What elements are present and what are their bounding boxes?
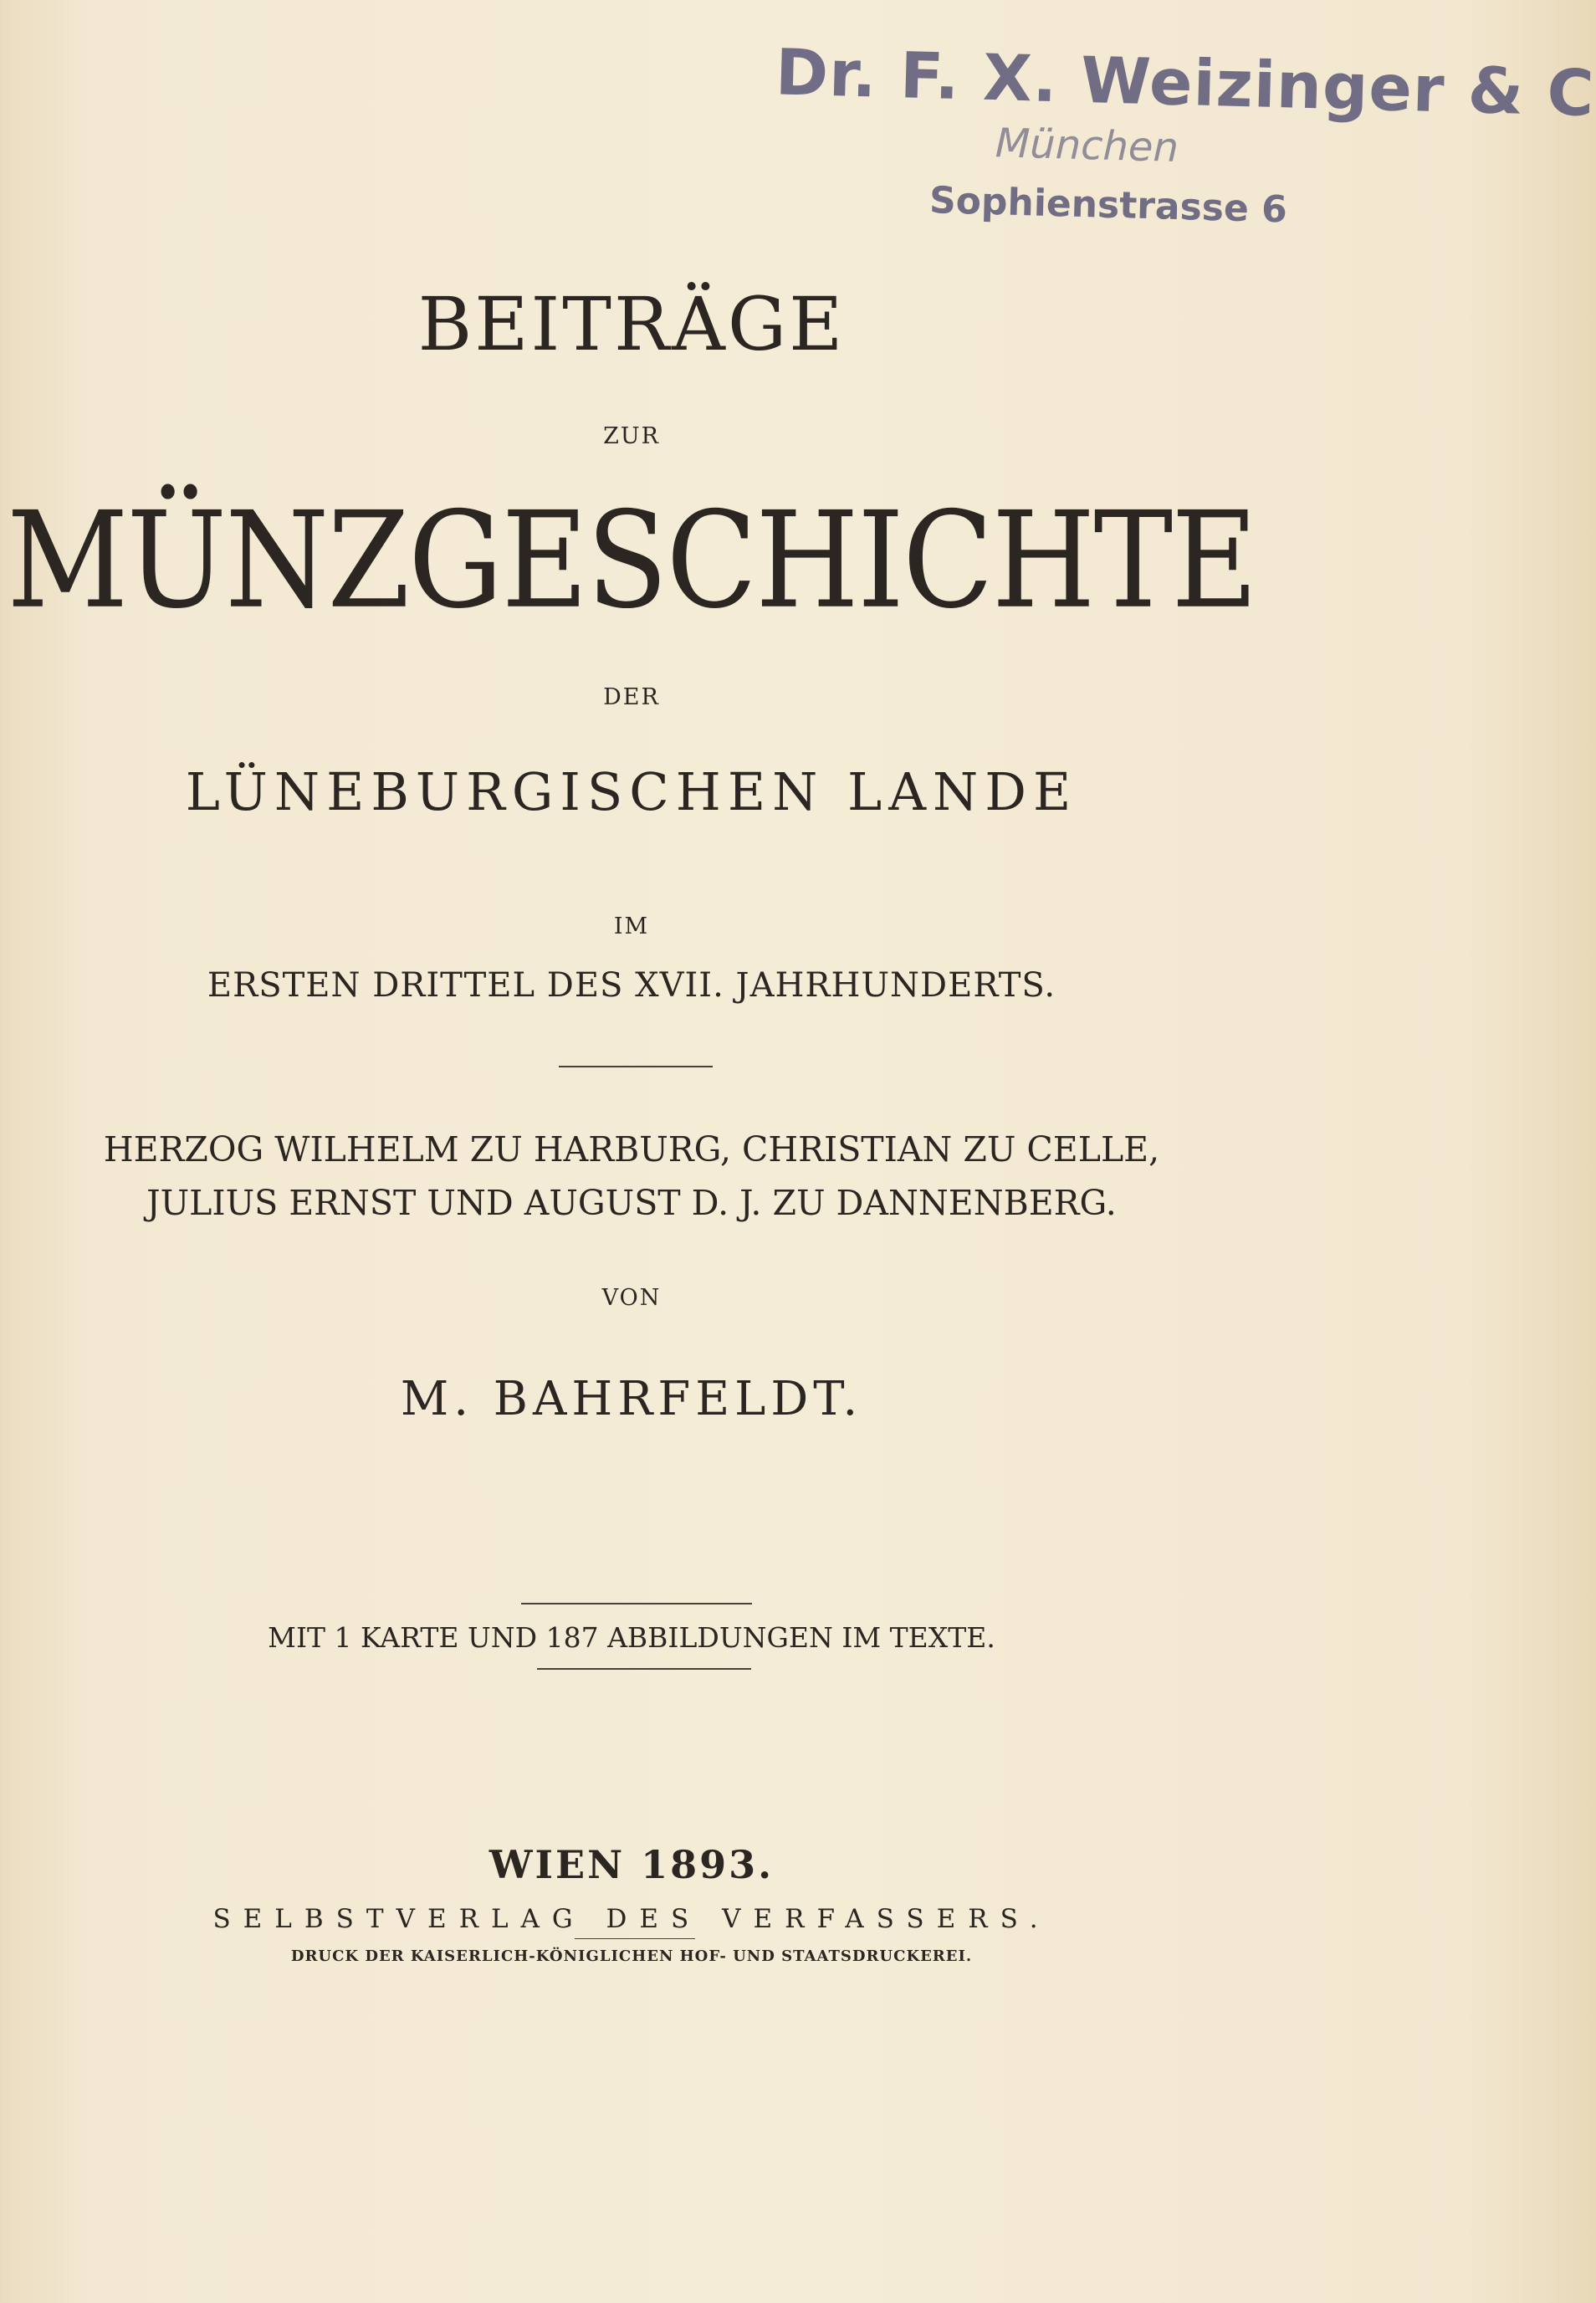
stamp-owner: Dr. F. X. Weizinger & C (774, 34, 1596, 131)
illustrations-note: MIT 1 KARTE UND 187 ABBILDUNGEN IM TEXTE. (268, 1621, 995, 1654)
divider-rule (537, 1668, 751, 1670)
title-der: DER (603, 684, 660, 710)
stamp-city: München (995, 120, 1179, 171)
title-lueneburgischen-lande: LÜNEBURGISCHEN LANDE (185, 761, 1078, 822)
library-stamp (771, 34, 1596, 249)
title-zur: ZUR (603, 423, 660, 449)
author-von: VON (601, 1285, 662, 1311)
title-ersten-drittel: ERSTEN DRITTEL DES XVII. JAHRHUNDERTS. (207, 966, 1056, 1005)
imprint-printer: DRUCK DER KAISERLICH-KÖNIGLICHEN HOF- UND STAATSDRUCKEREI. (290, 1947, 973, 1965)
divider-rule (575, 1938, 695, 1939)
title-muenzgeschichte: MÜNZGESCHICHTE (7, 484, 1256, 638)
title-beitraege: BEITRÄGE (417, 281, 846, 367)
title-im: IM (613, 914, 650, 939)
author-name: M. BAHRFELDT. (400, 1372, 863, 1426)
subtitle-line-2: JULIUS ERNST UND AUGUST D. J. ZU DANNENBERG. (146, 1183, 1117, 1223)
divider-rule (521, 1603, 752, 1604)
subtitle-line-1: HERZOG WILHELM ZU HARBURG, CHRISTIAN ZU CELLE, (103, 1129, 1160, 1169)
stamp-street: Sophienstrasse 6 (928, 179, 1288, 232)
imprint-publisher: SELBSTVERLAG DES VERFASSERS. (212, 1904, 1051, 1934)
imprint-place-year: WIEN 1893. (489, 1842, 775, 1887)
divider-rule (559, 1066, 713, 1067)
